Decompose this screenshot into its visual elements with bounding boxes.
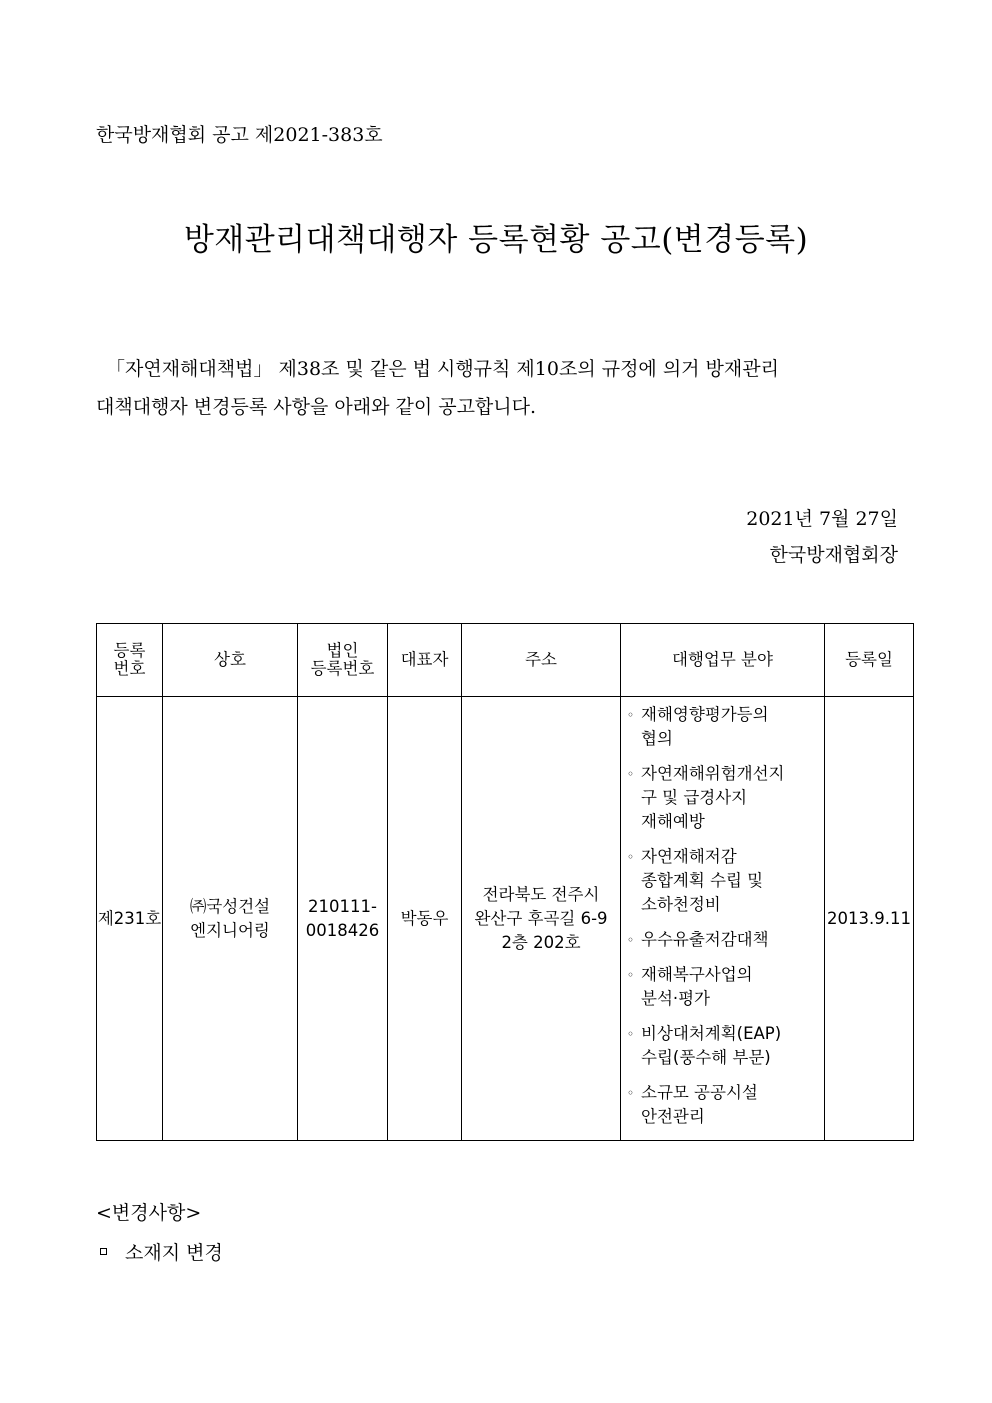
scope-item: ◦ 자연재해위험개선지 구 및 급경사지 재해예방 (627, 764, 785, 831)
changes-item (100, 1238, 223, 1265)
table-header-row (97, 624, 914, 697)
notice-number: 한국방재협회 공고 제2021-383호 (96, 124, 383, 146)
body-line-2: 대책대행자 변경등록 사항을 아래와 같이 공고합니다. (96, 396, 537, 418)
header-reg-no: 등록 번호 (97, 624, 163, 697)
header-corp-reg-no: 법인 등록번호 (298, 624, 388, 697)
cell-scope (621, 697, 825, 1141)
scope-item: ◦ 재해영향평가등의 협의 (627, 705, 769, 748)
cell-reg-no: 제231호 (97, 697, 163, 1141)
header-address: 주소 (462, 624, 621, 697)
body-line-1: 「자연재해대책법」 제38조 및 같은 법 시행규칙 제10조의 규정에 의거 방재관리 (106, 358, 779, 380)
issuer-name: 한국방재협회장 (769, 544, 898, 566)
scope-item: ◦ 비상대처계획(EAP) 수립(풍수해 부문) (627, 1024, 782, 1067)
notice-body (96, 350, 898, 426)
header-representative: 대표자 (388, 624, 462, 697)
scope-item: ◦ 자연재해저감 종합계획 수립 및 소하천정비 (627, 847, 764, 914)
cell-representative: 박동우 (388, 697, 462, 1141)
bullet-icon: ◦ (627, 933, 635, 947)
header-scope: 대행업무 분야 (621, 624, 825, 697)
square-bullet-icon (100, 1248, 107, 1255)
registration-table (96, 623, 914, 1141)
cell-address: 전라북도 전주시 완산구 후곡길 6-9 2층 202호 (462, 697, 621, 1141)
bullet-icon: ◦ (627, 1086, 635, 1100)
table-row (97, 697, 914, 1141)
bullet-icon: ◦ (627, 1027, 635, 1041)
scope-item: ◦ 우수유출저감대책 (627, 928, 820, 952)
scope-item: ◦ 소규모 공공시설 안전관리 (627, 1083, 758, 1126)
changes-item-text: 소재지 변경 (125, 1242, 223, 1264)
header-company: 상호 (163, 624, 298, 697)
bullet-icon: ◦ (627, 968, 635, 982)
cell-corp-reg-no: 210111- 0018426 (298, 697, 388, 1141)
notice-date: 2021년 7월 27일 (746, 508, 898, 530)
bullet-icon: ◦ (627, 767, 635, 781)
changes-heading: <변경사항> (96, 1202, 202, 1224)
cell-reg-date: 2013.9.11 (825, 697, 914, 1141)
header-reg-date: 등록일 (825, 624, 914, 697)
bullet-icon: ◦ (627, 708, 635, 722)
cell-company: ㈜국성건설 엔지니어링 (163, 697, 298, 1141)
document-title: 방재관리대책대행자 등록현황 공고(변경등록) (183, 222, 809, 258)
bullet-icon: ◦ (627, 850, 635, 864)
scope-item: ◦ 재해복구사업의 분석·평가 (627, 965, 753, 1008)
